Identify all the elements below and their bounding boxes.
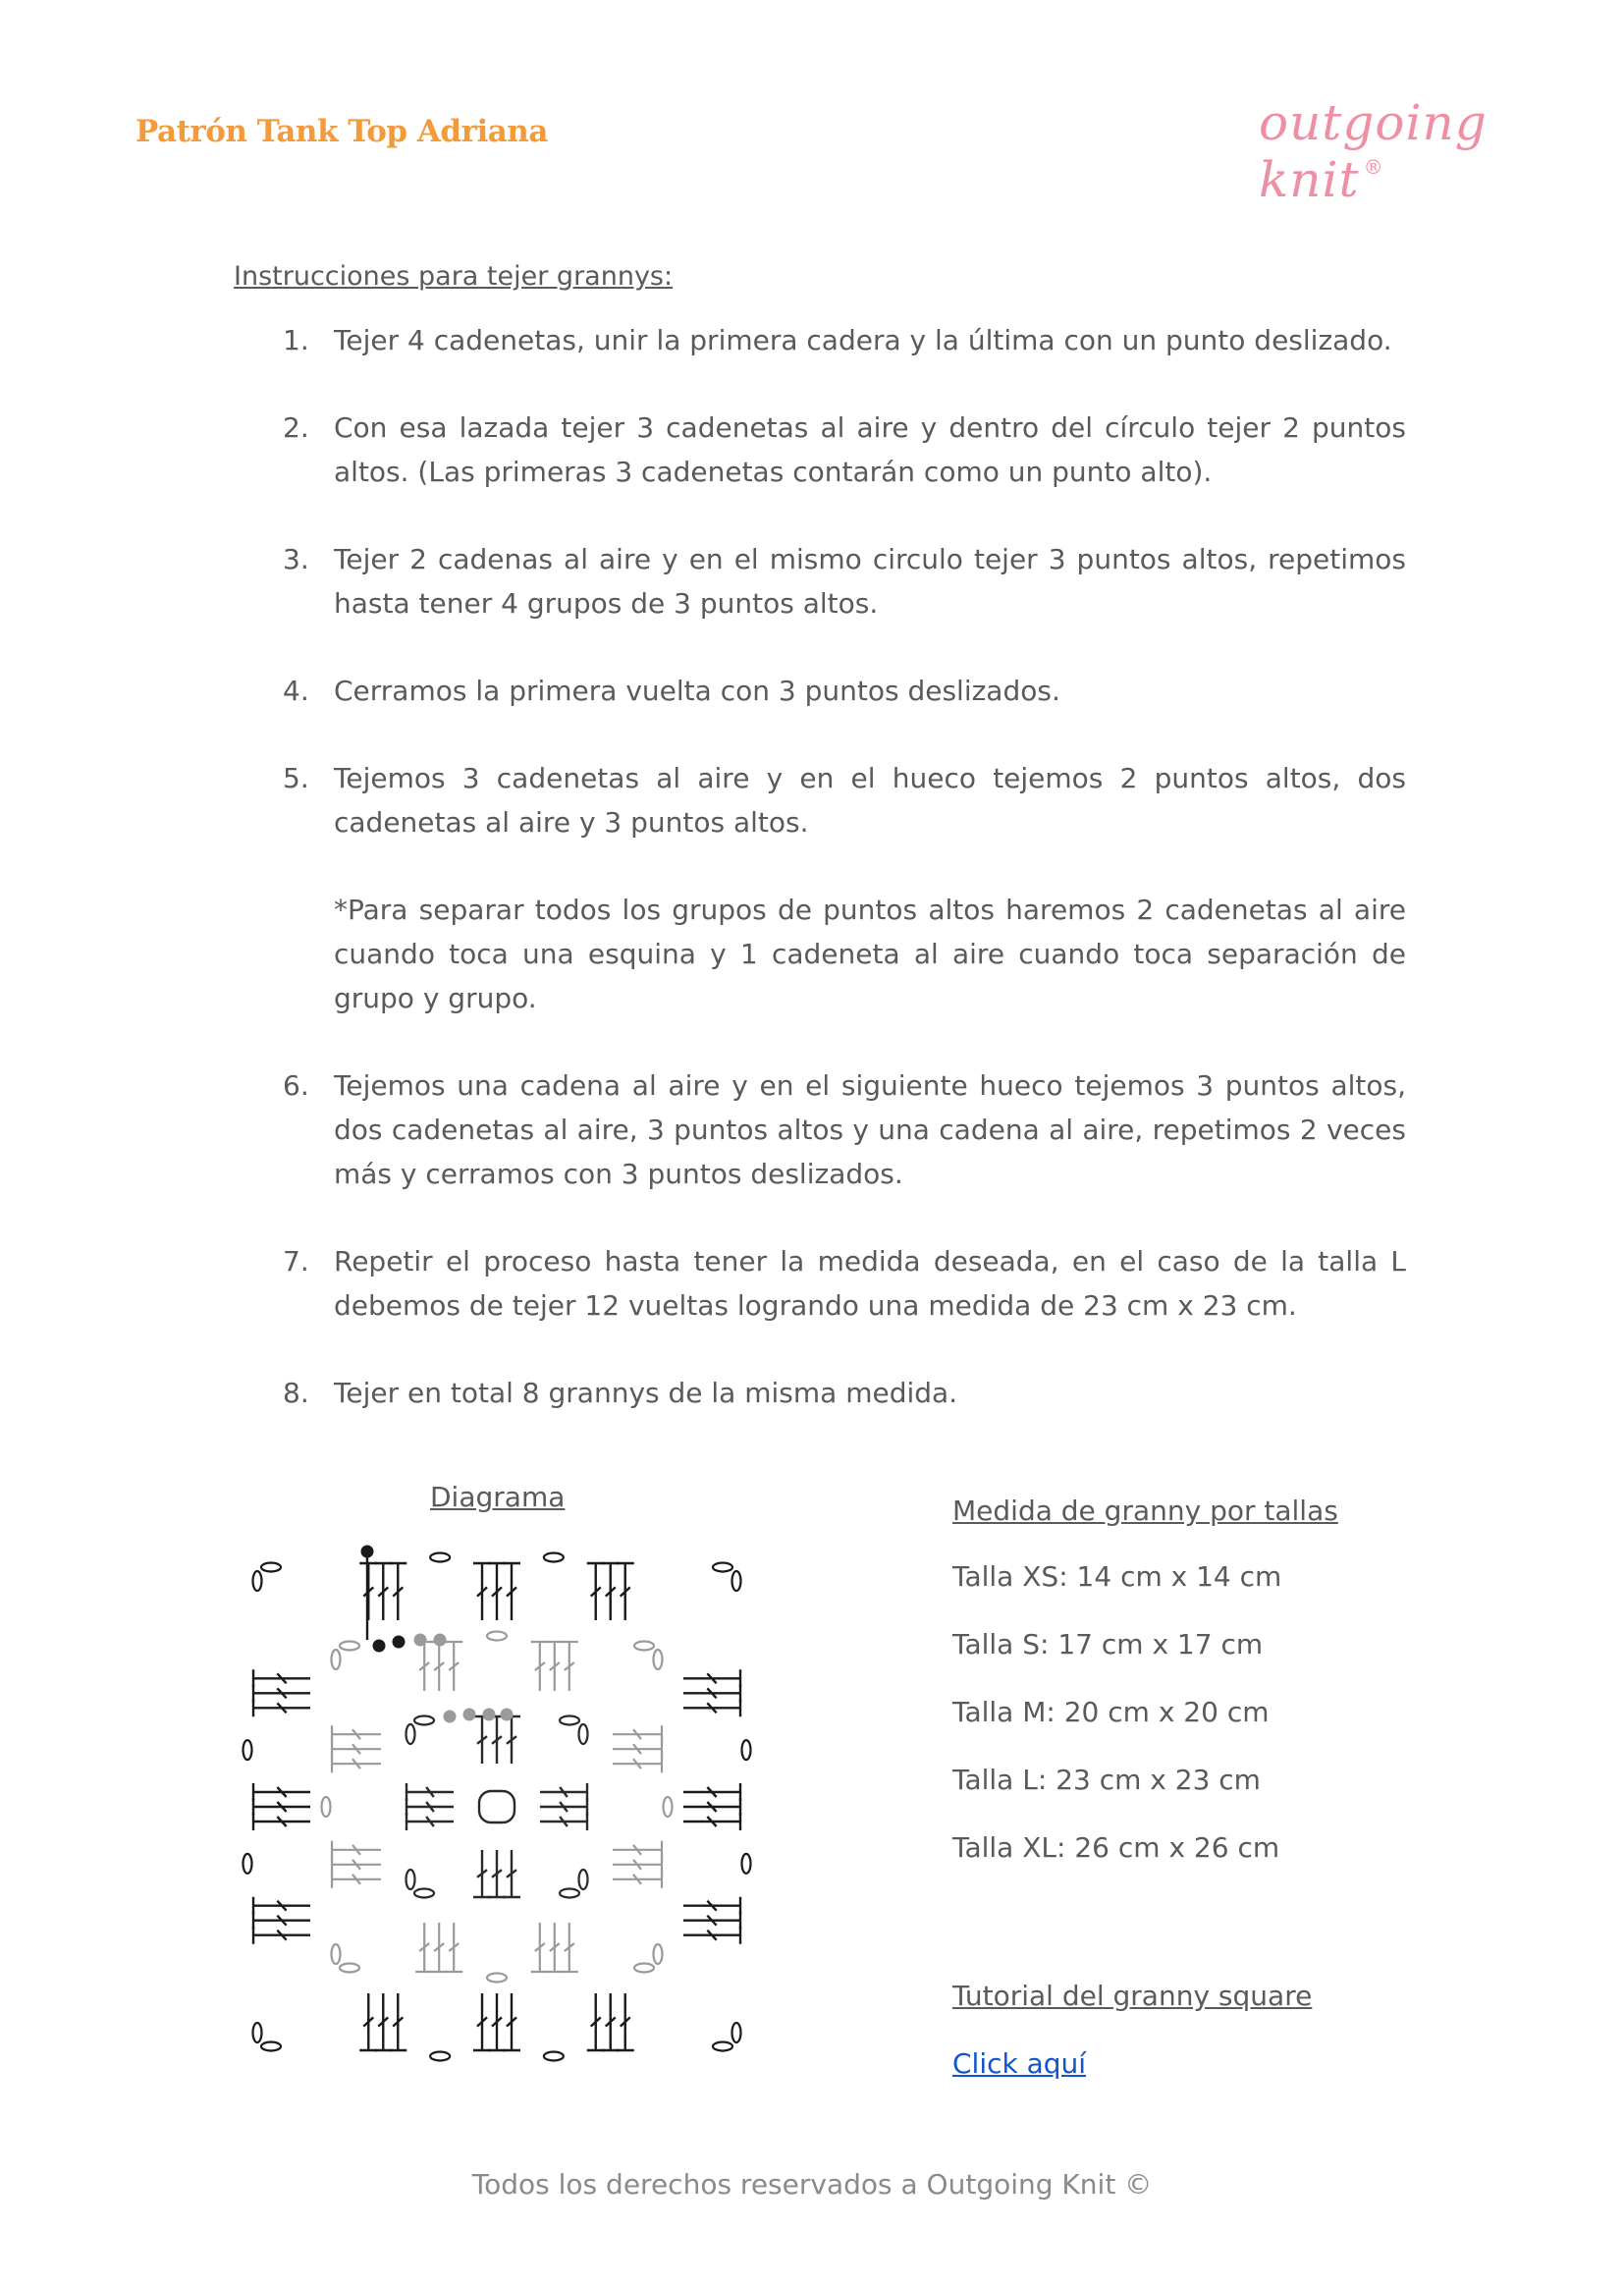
step-number: 1. — [283, 324, 309, 356]
instruction-steps — [234, 318, 1406, 1458]
step-number: 4. — [283, 675, 309, 707]
step-item — [234, 1063, 1406, 1196]
size-row: Talla L: 23 cm x 23 cm — [952, 1764, 1261, 1796]
brand-name: outgoing knit — [1259, 94, 1488, 208]
step-text: Tejer 4 cadenetas, unir la primera cadera y la última con un punto deslizado. — [334, 324, 1392, 356]
step-text: Cerramos la primera vuelta con 3 puntos deslizados. — [334, 675, 1060, 707]
size-table — [952, 1495, 1338, 1899]
registered-mark: ® — [1363, 155, 1384, 179]
footer-copyright: Todos los derechos reservados a Outgoing Knit © — [471, 2168, 1153, 2201]
step-item — [234, 669, 1406, 713]
step-number: 2. — [283, 411, 309, 444]
step-item — [234, 406, 1406, 494]
step-number: 8. — [283, 1377, 309, 1409]
step-item — [234, 318, 1406, 362]
step-number: 5. — [283, 762, 309, 794]
step-number: 7. — [283, 1245, 309, 1278]
step-text: Tejer 2 cadenas al aire y en el mismo circulo tejer 3 puntos altos, repetimos hasta tener 4 grupos de 3 puntos altos. — [334, 543, 1406, 620]
size-row: Talla M: 20 cm x 20 cm — [952, 1696, 1270, 1728]
step-item — [234, 1239, 1406, 1328]
size-row: Talla S: 17 cm x 17 cm — [952, 1628, 1264, 1660]
size-row: Talla XS: 14 cm x 14 cm — [952, 1560, 1282, 1593]
diagram-title: Diagrama — [430, 1481, 566, 1513]
pattern-title: Patrón Tank Top Adriana — [135, 114, 548, 149]
step-number: 3. — [283, 543, 309, 575]
step-text: Con esa lazada tejer 3 cadenetas al aire y dentro del círculo tejer 2 puntos altos. (Las primeras 3 cadenetas contarán como un punto alto). — [334, 411, 1406, 488]
tutorial-link[interactable]: Click aquí — [952, 2047, 1087, 2080]
step-text: Tejemos una cadena al aire y en el siguiente hueco tejemos 3 puntos altos, dos cadenetas al aire, 3 puntos altos y una cadena al aire, repetimos 2 veces más y cerramos con 3 puntos deslizados. — [334, 1069, 1406, 1190]
instructions-heading: Instrucciones para tejer grannys: — [234, 261, 674, 292]
step-text: Repetir el proceso hasta tener la medida deseada, en el caso de la talla L debemos de tejer 12 vueltas logrando una medida de 23 cm x 23 cm. — [334, 1245, 1406, 1322]
step-item — [234, 537, 1406, 626]
size-row: Talla XL: 26 cm x 26 cm — [952, 1831, 1280, 1864]
step-text: Tejer en total 8 grannys de la misma medida. — [334, 1377, 958, 1409]
sizes-heading: Medida de granny por tallas — [952, 1495, 1338, 1527]
granny-square-diagram — [232, 1532, 762, 2082]
step-item — [234, 1371, 1406, 1415]
step-text: Tejemos 3 cadenetas al aire y en el hueco tejemos 2 puntos altos, dos cadenetas al aire y 3 puntos altos. — [334, 762, 1406, 839]
step-item — [234, 756, 1406, 1020]
tutorial-heading: Tutorial del granny square — [952, 1980, 1313, 2012]
brand-logo — [1259, 94, 1624, 208]
step-note: *Para separar todos los grupos de puntos altos haremos 2 cadenetas al aire cuando toca una esquina y 1 cadeneta al aire cuando toca separación de grupo y grupo. — [334, 894, 1406, 1014]
step-number: 6. — [283, 1069, 309, 1102]
